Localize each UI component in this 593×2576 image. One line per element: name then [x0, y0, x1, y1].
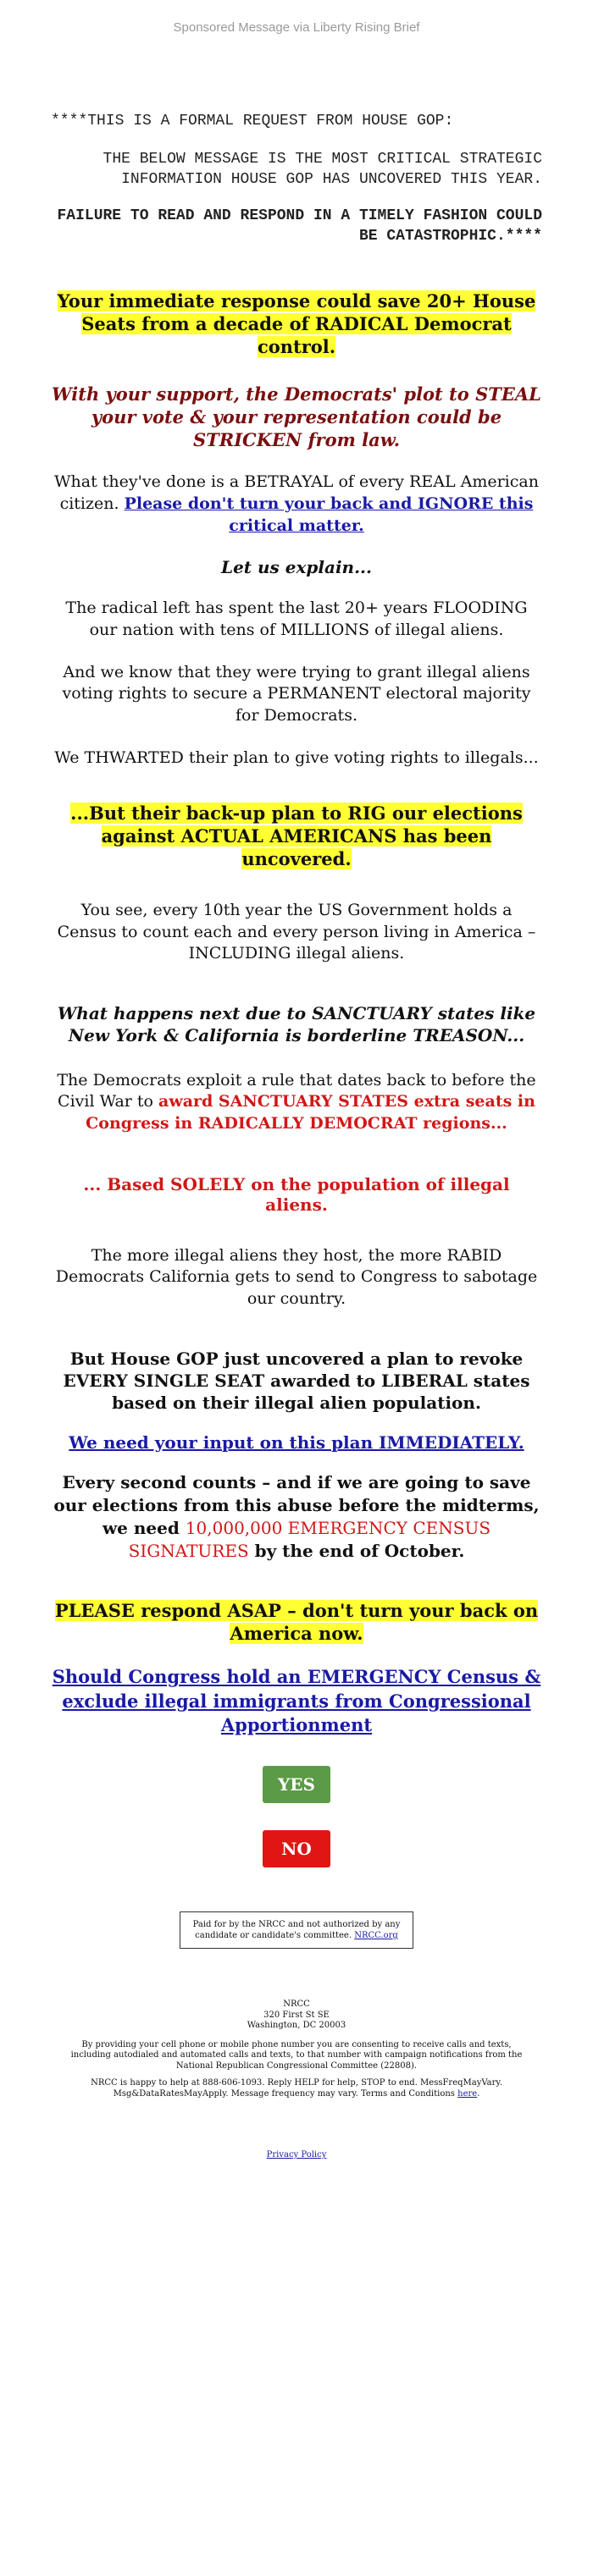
signatures-paragraph — [51, 1471, 542, 1563]
yes-button[interactable]: YES — [263, 1766, 330, 1803]
paid-for-box — [180, 1911, 413, 1949]
consent-text: By providing your cell phone or mobile phone number you are consenting to receive calls and texts, including autodialed and automated calls and texts, to that number with campaign notifications from the National Republican Congressional Committee (22808). — [70, 2039, 523, 2071]
street-address: 320 First St SE — [263, 2010, 330, 2020]
formal-request-line: ****THIS IS A FORMAL REQUEST FROM HOUSE GOP: — [51, 113, 454, 130]
signatures-text: Every second counts – and if we are going to save our elections from this abuse before the midterms, we need — [53, 1471, 540, 1538]
rule-text: The Democrats exploit a rule that dates back to before the Civil War to — [57, 1070, 536, 1111]
census-paragraph: You see, every 10th year the US Government holds a Census to count each and every person living in America – INCLUDING illegal aliens. — [57, 900, 536, 963]
footer-address — [51, 2000, 542, 2032]
critical-info-line: THE BELOW MESSAGE IS THE MOST CRITICAL STRATEGIC INFORMATION HOUSE GOP HAS UNCOVERED THIS YEAR. — [103, 151, 542, 188]
highlight: ...But their back-up plan to RIG our elections against ACTUAL AMERICANS has been uncovered. — [70, 803, 523, 869]
nrcc-link[interactable]: NRCC.org — [354, 1931, 398, 1941]
based-solely-line: ... Based SOLELY on the population of illegal aliens. — [83, 1173, 510, 1215]
signatures-deadline: by the end of October. — [254, 1540, 465, 1561]
explain-heading: Let us explain... — [221, 557, 372, 578]
privacy-policy-link[interactable]: Privacy Policy — [266, 2150, 327, 2160]
input-link-line — [51, 1432, 542, 1453]
sanctuary-heading: What happens next due to SANCTUARY states like New York & California is borderline TREASON... — [57, 1002, 536, 1045]
org-name: NRCC — [283, 2000, 310, 2010]
headline-rig-elections — [51, 803, 542, 871]
voting-rights-paragraph: And we know that they were trying to grant illegal aliens voting rights to secure a PERMANENT electoral majority for Democrats. — [62, 662, 531, 725]
no-button[interactable]: NO — [263, 1830, 330, 1867]
privacy-line — [51, 2150, 542, 2161]
terms-link[interactable]: here — [457, 2088, 478, 2099]
highlight: PLEASE respond ASAP – don't turn your back on America now. — [54, 1599, 539, 1644]
betrayal-paragraph — [51, 472, 542, 537]
steal-vote-warning: With your support, the Democrats' plot to STEAL your vote & your representation could be STRICKEN from law. — [52, 383, 541, 451]
rule-red-text: award SANCTUARY STATES extra seats in Congress in RADICALLY DEMOCRAT regions... — [86, 1092, 535, 1134]
revoke-paragraph: But House GOP just uncovered a plan to revoke EVERY SINGLE SEAT awarded to LIBERAL states based on their illegal alien population. — [63, 1348, 530, 1413]
help-message: NRCC is happy to help at 888-606-1093. Reply HELP for help, STOP to end. MessFreqMayVary. Msg&DataRatesMayApply. Message frequency may vary. Terms and Conditions — [91, 2078, 502, 2099]
flooding-paragraph: The radical left has spent the last 20+ years FLOODING our nation with tens of MILLIONS of illegal aliens. — [65, 598, 528, 640]
city-address: Washington, DC 20003 — [247, 2021, 346, 2031]
ignore-link[interactable]: Please don't turn your back and IGNORE this critical matter. — [124, 494, 534, 535]
paid-for-text: Paid for by the NRCC and not authorized by any candidate or candidate's committee. — [192, 1920, 401, 1941]
failure-warning-line: FAILURE TO READ AND RESPOND IN A TIMELY FASHION COULD BE CATASTROPHIC.**** — [57, 207, 542, 245]
input-link[interactable]: We need your input on this plan IMMEDIATELY. — [69, 1431, 524, 1453]
census-question-link[interactable]: Should Congress hold an EMERGENCY Census & exclude illegal immigrants from Congressional Apportionment — [52, 1666, 541, 1735]
thwarted-paragraph: We THWARTED their plan to give voting rights to illegals... — [54, 747, 539, 767]
betrayal-text: What they've done is a BETRAYAL of every REAL American citizen. — [54, 472, 539, 514]
highlight: Your immediate response could save 20+ House Seats from a decade of RADICAL Democrat control. — [57, 290, 536, 357]
headline-save-seats — [51, 290, 542, 359]
help-text: NRCC is happy to help at 888-606-1093. Reply HELP for help, STOP to end. MessFreqMayVary. Msg&DataRatesMayApply. Message frequency may vary. Terms and Conditions here. — [91, 2078, 502, 2099]
signatures-red-text: 10,000,000 EMERGENCY CENSUS SIGNATURES — [128, 1517, 491, 1561]
rule-paragraph — [51, 1070, 542, 1135]
email-body — [51, 112, 542, 2161]
question-line — [51, 1665, 542, 1737]
sponsor-line: Sponsored Message via Liberty Rising Brief — [173, 20, 420, 35]
rabid-paragraph: The more illegal aliens they host, the more RABID Democrats California gets to send to Congress to sabotage our country. — [55, 1245, 538, 1308]
headline-respond-asap — [51, 1600, 542, 1646]
